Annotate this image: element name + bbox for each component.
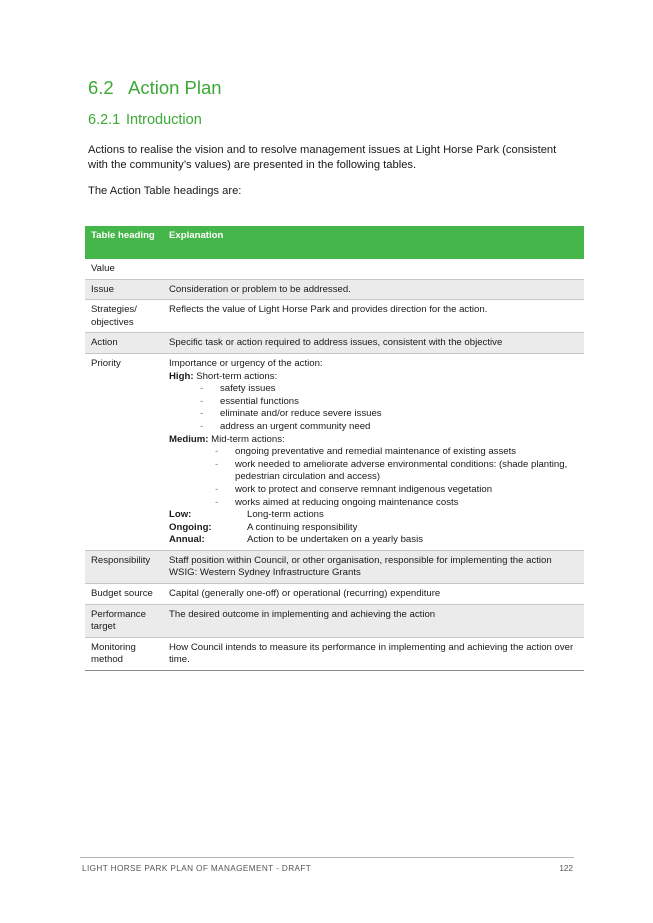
high-item-text: essential functions [220,395,299,407]
action-headings-table [85,226,584,671]
high-item-text: eliminate and/or reduce severe issues [220,408,382,420]
dash-bullet: - [200,395,204,407]
row-heading: Strategies/ objectives [85,300,163,333]
table-intro-paragraph: The Action Table headings are: [88,185,242,197]
row-heading: Performance target [85,604,163,637]
list-item [169,421,579,434]
table-row [85,279,584,300]
dash-bullet: - [200,408,204,420]
list-item [169,408,579,421]
priority-annual-label: Annual: [169,534,205,546]
list-item [169,459,579,484]
header-explanation: Explanation [163,226,584,259]
subsection-number: 6.2.1 [88,112,121,128]
responsibility-note: WSIG: Western Sydney Infrastructure Grants [169,567,361,579]
list-item [169,446,579,459]
table-row [85,300,584,333]
table-row [85,333,584,354]
dash-bullet: - [200,420,204,432]
row-heading: Value [85,259,163,279]
dash-bullet: - [215,446,219,458]
row-heading: Budget source [85,584,163,605]
high-item-text: address an urgent community need [220,420,371,432]
table-row [85,550,584,583]
section-title: Action Plan [128,77,222,98]
table-row [85,259,584,279]
row-explanation: Reflects the value of Light Horse Park and provides direction for the action. [163,300,584,333]
table-header-row [85,226,584,259]
row-heading: Monitoring method [85,637,163,670]
priority-annual-text: Action to be undertaken on a yearly basis [247,534,423,546]
table-row [85,604,584,637]
priority-annual [169,534,579,547]
intro-paragraph: Actions to realise the vision and to resolve management issues at Light Horse Park (consistent with the community’s values) are presented in the following tables. [88,144,557,171]
footer-divider [80,857,574,858]
priority-low [169,509,579,522]
medium-item-text: works aimed at reducing ongoing maintenance costs [235,496,459,508]
header-table-heading: Table heading [85,226,163,259]
medium-item-text: ongoing preventative and remedial maintenance of existing assets [235,446,517,458]
row-heading: Action [85,333,163,354]
priority-ongoing [169,522,579,535]
priority-medium-label: Medium: [169,433,209,445]
subsection-heading [88,112,202,128]
row-explanation: How Council intends to measure its performance in implementing and achieving the action over time. [163,637,584,670]
list-item [169,396,579,409]
list-item [169,484,579,497]
high-item-text: safety issues [220,383,276,395]
dash-bullet: - [200,383,204,395]
subsection-title: Introduction [126,112,202,128]
priority-ongoing-text: A continuing responsibility [247,521,358,533]
priority-medium [169,434,579,447]
list-item [169,383,579,396]
row-explanation: Specific task or action required to address issues, consistent with the objective [163,333,584,354]
section-number: 6.2 [88,77,114,98]
dash-bullet: - [215,458,219,470]
table-row-priority [85,353,584,550]
row-explanation: Consideration or problem to be addressed. [163,279,584,300]
priority-explanation [163,353,584,550]
footer-title: LIGHT HORSE PARK PLAN OF MANAGEMENT - DRAFT [82,864,312,873]
dash-bullet: - [215,483,219,495]
section-heading [88,77,222,99]
priority-low-text: Long-term actions [247,509,324,521]
page-number: 122 [559,864,573,873]
priority-low-label: Low: [169,509,192,521]
row-heading: Priority [85,353,163,550]
priority-medium-text: Mid-term actions: [211,433,285,445]
responsibility-text: Staff position within Council, or other organisation, responsible for implementing the action [169,554,552,566]
row-heading: Issue [85,279,163,300]
priority-high-label: High: [169,370,194,382]
priority-high [169,371,579,384]
row-explanation: Capital (generally one-off) or operational (recurring) expenditure [163,584,584,605]
row-explanation: The desired outcome in implementing and achieving the action [163,604,584,637]
list-item [169,497,579,510]
medium-item-text: work needed to ameliorate adverse environmental conditions: (shade planting, pedestrian circulation and access) [235,458,568,483]
priority-high-text: Short-term actions: [196,370,278,382]
row-explanation [163,550,584,583]
table-row [85,637,584,670]
medium-item-text: work to protect and conserve remnant indigenous vegetation [235,483,493,495]
table-row [85,584,584,605]
dash-bullet: - [215,496,219,508]
priority-intro: Importance or urgency of the action: [169,357,323,369]
row-explanation [163,259,584,279]
row-heading: Responsibility [85,550,163,583]
priority-ongoing-label: Ongoing: [169,521,212,533]
